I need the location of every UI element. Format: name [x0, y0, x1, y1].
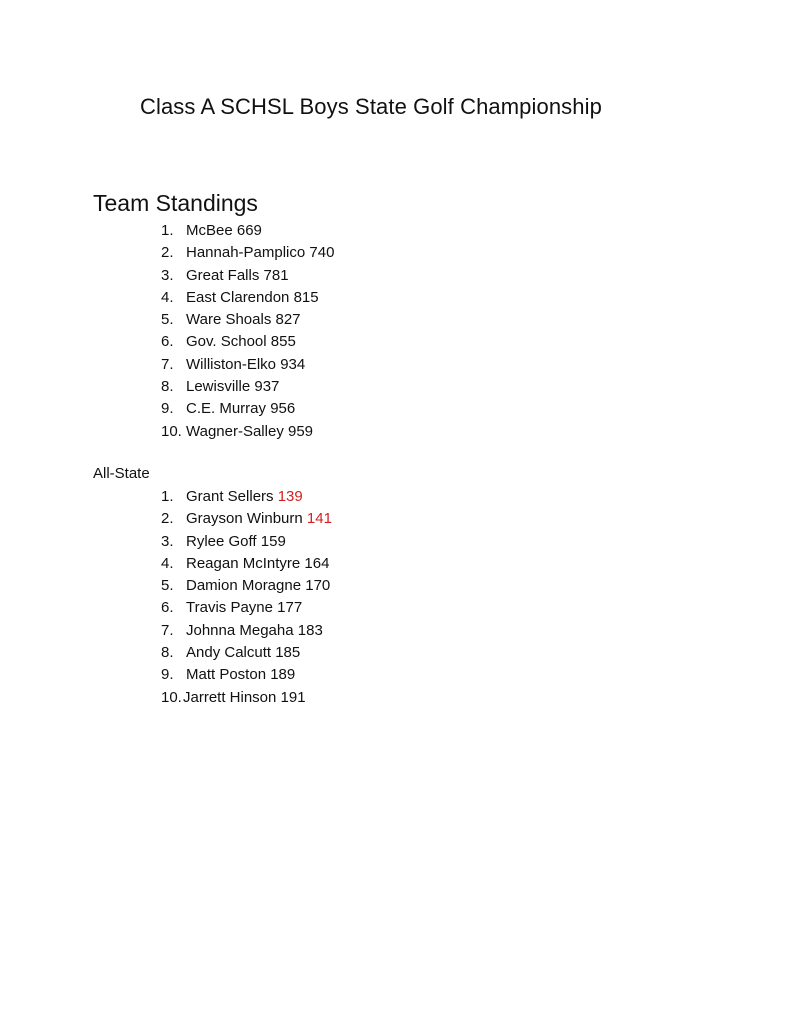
player-score: 185	[275, 644, 301, 662]
player-name: Jarrett Hinson	[183, 688, 277, 706]
all-state-heading: All-State	[93, 465, 150, 482]
list-number: 2.	[161, 510, 174, 528]
list-number: 5.	[161, 577, 174, 595]
player-score: 159	[260, 532, 286, 550]
team-score: 815	[293, 288, 319, 306]
list-number: 4.	[161, 288, 174, 306]
player-score: 191	[280, 688, 306, 706]
list-number: 9.	[161, 666, 174, 684]
list-item	[161, 508, 332, 530]
list-item	[161, 597, 332, 619]
player-score: 170	[305, 577, 331, 595]
team-score: 934	[280, 355, 306, 373]
team-name: C.E. Murray	[186, 400, 267, 418]
list-item	[161, 575, 332, 597]
list-number: 9.	[161, 400, 174, 418]
list-number: 8.	[161, 644, 174, 662]
list-item	[161, 687, 332, 709]
player-name: Reagan McIntyre	[186, 554, 301, 572]
player-name: Travis Payne	[186, 599, 273, 617]
list-item	[161, 398, 334, 420]
team-score: 827	[275, 311, 301, 329]
team-name: Wagner-Salley	[186, 422, 284, 440]
list-number: 3.	[161, 532, 174, 550]
list-item	[161, 331, 334, 353]
list-number: 10.	[161, 688, 182, 706]
list-number: 7.	[161, 621, 174, 639]
team-score: 740	[309, 244, 335, 262]
list-item	[161, 242, 334, 264]
list-item	[161, 354, 334, 376]
all-state-list	[161, 486, 332, 709]
team-score: 781	[263, 266, 289, 284]
list-number: 2.	[161, 244, 174, 262]
list-item	[161, 220, 334, 242]
list-item	[161, 620, 332, 642]
player-name: Johnna Megaha	[186, 621, 294, 639]
player-name: Grant Sellers	[186, 488, 274, 505]
list-item	[161, 664, 332, 686]
list-number: 5.	[161, 311, 174, 329]
team-name: Ware Shoals	[186, 311, 272, 329]
list-item	[161, 265, 334, 287]
team-name: Williston-Elko	[186, 355, 277, 373]
list-item	[161, 553, 332, 575]
list-number: 4.	[161, 554, 174, 572]
list-number: 10.	[161, 422, 182, 440]
team-score: 937	[254, 378, 280, 396]
team-name: East Clarendon	[186, 288, 290, 306]
list-item	[161, 376, 334, 398]
team-standings-list	[161, 220, 334, 443]
document-title: Class A SCHSL Boys State Golf Championship	[140, 94, 602, 119]
team-name: Great Falls	[186, 266, 260, 284]
list-number: 1.	[161, 222, 174, 239]
player-name: Damion Moragne	[186, 577, 302, 595]
player-score: 139	[277, 488, 303, 505]
player-score: 141	[306, 510, 332, 528]
player-name: Matt Poston	[186, 666, 267, 684]
list-item	[161, 642, 332, 664]
team-name: Hannah-Pamplico	[186, 244, 306, 262]
team-standings-heading: Team Standings	[93, 190, 258, 216]
list-number: 7.	[161, 355, 174, 373]
list-item	[161, 309, 334, 331]
list-item	[161, 531, 332, 553]
list-item	[161, 421, 334, 443]
list-number: 6.	[161, 599, 174, 617]
list-item	[161, 486, 332, 508]
player-name: Grayson Winburn	[186, 510, 303, 528]
team-score: 959	[288, 422, 314, 440]
list-number: 1.	[161, 488, 174, 505]
team-score: 669	[236, 222, 262, 239]
player-score: 183	[297, 621, 323, 639]
list-number: 6.	[161, 333, 174, 351]
player-name: Rylee Goff	[186, 532, 257, 550]
player-score: 189	[270, 666, 296, 684]
team-name: McBee	[186, 222, 233, 239]
team-name: Lewisville	[186, 378, 251, 396]
team-name: Gov. School	[186, 333, 267, 351]
list-item	[161, 287, 334, 309]
list-number: 8.	[161, 378, 174, 396]
player-score: 164	[304, 554, 330, 572]
team-score: 855	[270, 333, 296, 351]
player-score: 177	[277, 599, 303, 617]
list-number: 3.	[161, 266, 174, 284]
player-name: Andy Calcutt	[186, 644, 272, 662]
team-score: 956	[270, 400, 296, 418]
